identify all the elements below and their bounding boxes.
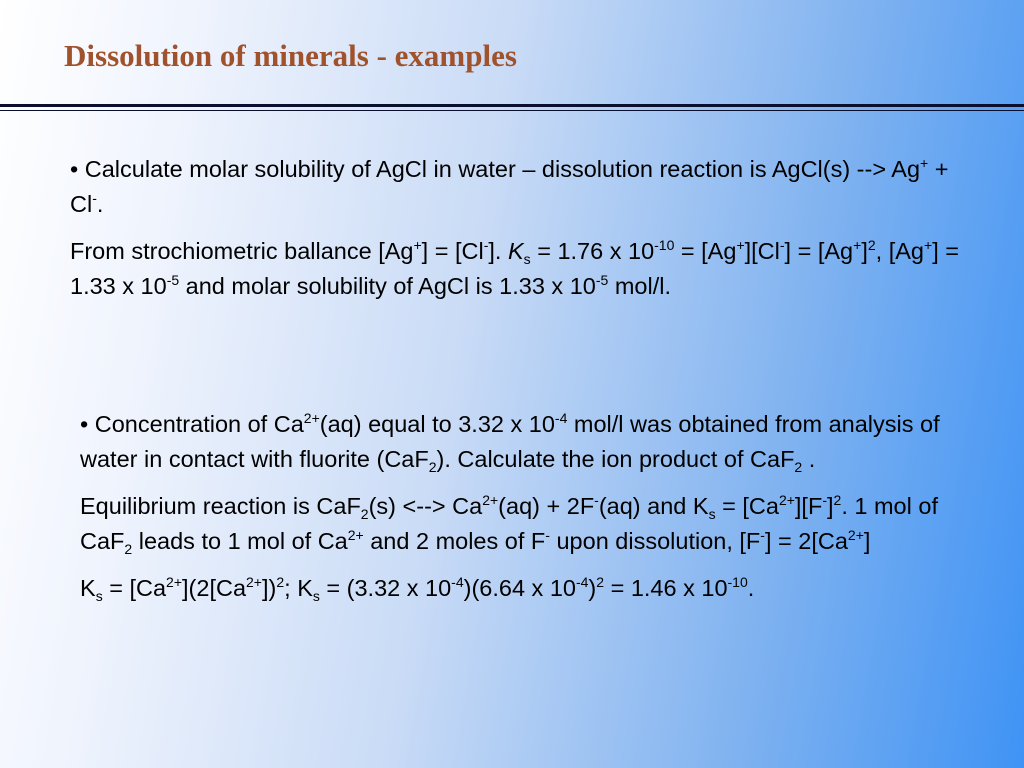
slide-title: Dissolution of minerals - examples: [64, 38, 517, 73]
caf2-ion-product: $K_s = [Ca^{2+}](2[Ca^{2+}])^2$; $K_s = (3.32$ x $10^{-4})(6.64$ x $10^{-4})^2 = 1.46$ x $10^{-10}$.: [80, 574, 755, 604]
title-divider-thin: [0, 110, 1024, 111]
agcl-question: • Calculate molar solubility of AgCl in water – dissolution reaction is AgCl(s) --> Ag+ + Cl-.: [70, 155, 949, 217]
agcl-solution: From strochiometric ballance [Ag+] = [Cl-]. $K_s = 1.76$ x $10^{-10} = [Ag^+][Cl^-] = [Ag^+]^2$, [Ag+] = 1.33 x $10^{-5}$ and molar solubility of AgCl is 1.33 x $10^{-5}$ mol/l.: [70, 237, 959, 299]
caf2-question: • Concentration of $Ca^{2+}(aq)$ equal to 3.32 x $10^{-4}$ mol/l was obtained from analysis of water in contact with fluorite (CaF$_2$). Calculate the ion product of CaF$_2$ .: [80, 410, 940, 475]
title-divider-thick: [0, 104, 1024, 107]
caf2-equilibrium: Equilibrium reaction is CaF$_2$(s) <--> $Ca^{2+}(aq) + 2F^-(aq)$ and $K_s = [Ca^{2+}][F^-]^2$. 1 mol of CaF$_2$ leads to 1 mol of $Ca^{2+}$ and 2 moles of F- upon dissolution, $[F^-] = 2[Ca^{2+}]$: [80, 492, 938, 557]
agcl-example: [70, 152, 970, 316]
caf2-example: [80, 407, 960, 618]
